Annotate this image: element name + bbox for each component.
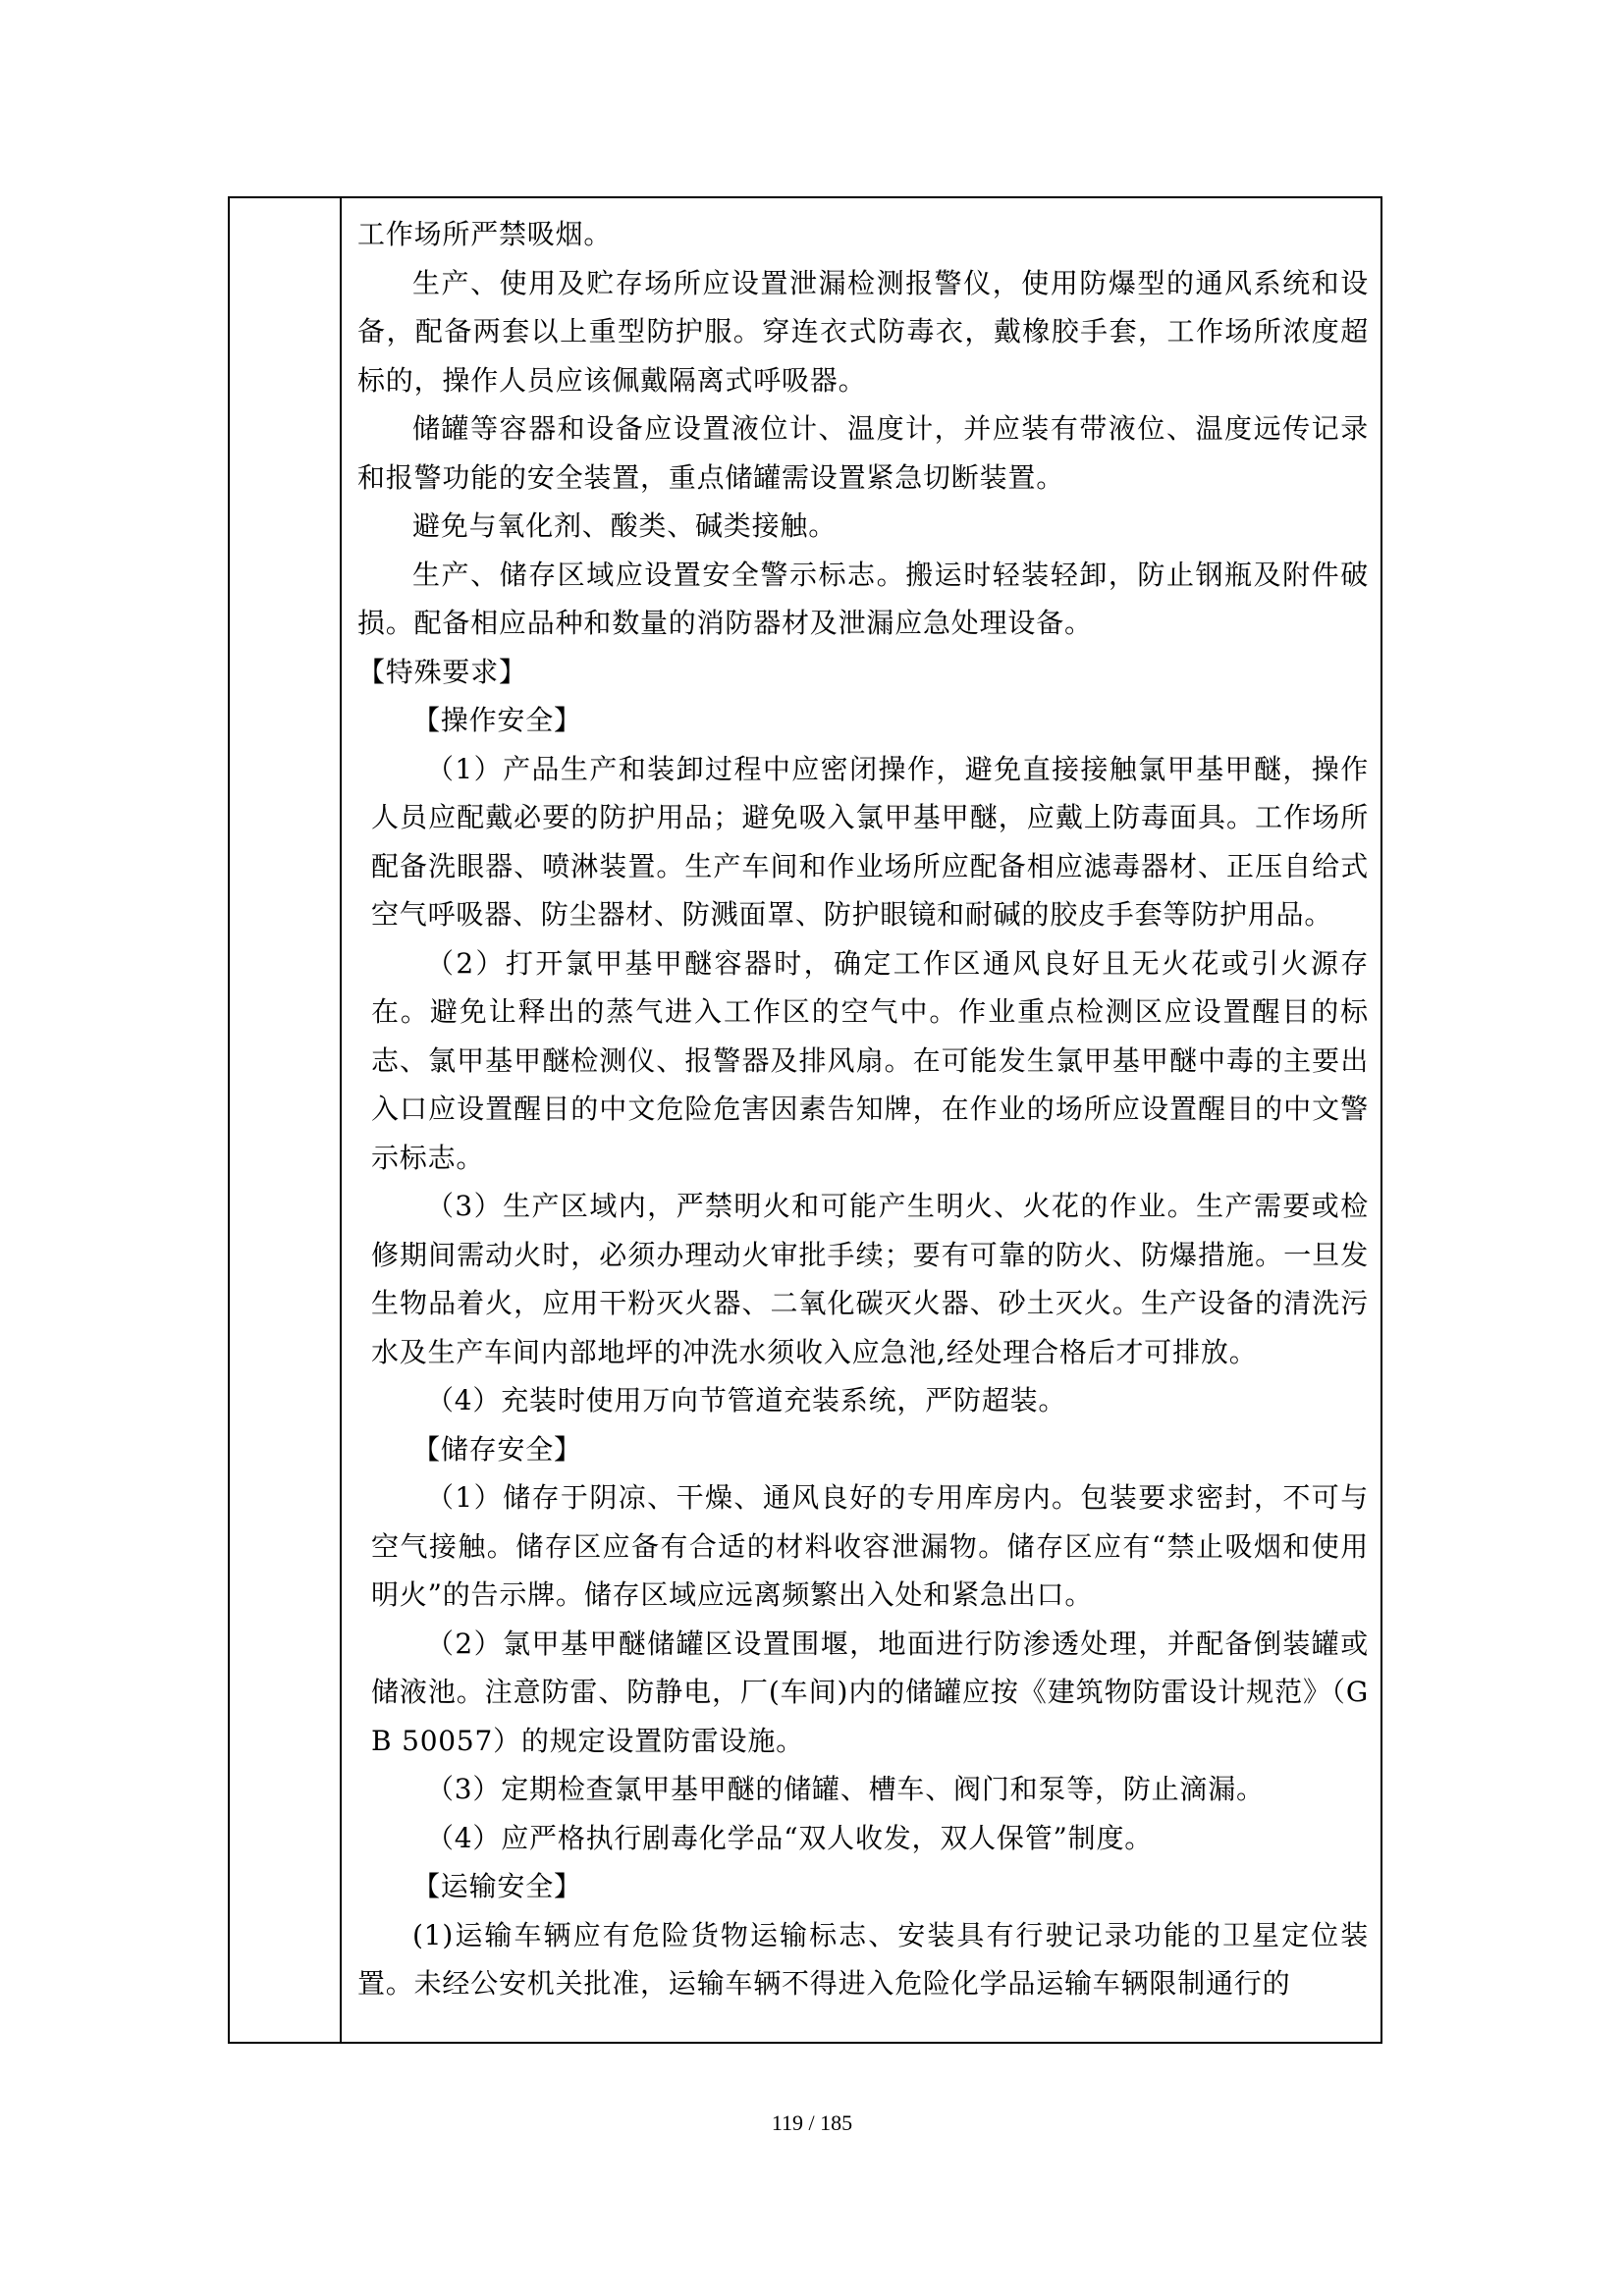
- paragraph-storage-1: （1）储存于阴凉、干燥、通风良好的专用库房内。包装要求密封，不可与空气接触。储存区应备有合适的材料收容泄漏物。储存区应有“禁止吸烟和使用明火”的告示牌。储存区域应远离频繁出入处和紧急出口。: [371, 1481, 1369, 1611]
- paragraph-storage-3: （3）定期检查氯甲基甲醚的储罐、槽车、阀门和泵等，防止滴漏。: [426, 1773, 1265, 1805]
- table-content-cell: [344, 198, 1380, 2042]
- heading-storage-safety: 【储存安全】: [412, 1432, 582, 1466]
- content-table: [228, 196, 1382, 2044]
- heading-special-requirements: 【特殊要求】: [357, 655, 527, 688]
- paragraph-no-smoking: 工作场所严禁吸烟。: [357, 218, 613, 250]
- heading-operation-safety: 【操作安全】: [412, 704, 582, 736]
- paragraph-operation-3: （3）生产区域内，严禁明火和可能产生明火、火花的作业。生产需要或检修期间需动火时，必须办理动火审批手续；要有可靠的防火、防爆措施。一旦发生物品着火，应用干粉灭火器、二氧化碳灭火器、砂土灭火。生产设备的清洗污水及生产车间内部地坪的冲洗水须收入应急池,经处理合格后才可排放。: [371, 1190, 1369, 1368]
- paragraph-transport-1: (1)运输车辆应有危险货物运输标志、安装具有行驶记录功能的卫星定位装置。未经公安机关批准，运输车辆不得进入危险化学品运输车辆限制通行的: [357, 1918, 1369, 2000]
- paragraph-operation-1: （1）产品生产和装卸过程中应密闭操作，避免直接接触氯甲基甲醚，操作人员应配戴必要的防护用品；避免吸入氯甲基甲醚，应戴上防毒面具。工作场所配备洗眼器、喷淋装置。生产车间和作业场所应配备相应滤毒器材、正压自给式空气呼吸器、防尘器材、防溅面罩、防护眼镜和耐碱的胶皮手套等防护用品。: [371, 752, 1369, 931]
- paragraph-tank-instruments: 储罐等容器和设备应设置液位计、温度计，并应装有带液位、温度远传记录和报警功能的安全装置，重点储罐需设置紧急切断装置。: [357, 412, 1369, 494]
- table-left-column: [230, 198, 342, 2042]
- paragraph-operation-4: （4）充装时使用万向节管道充装系统，严防超装。: [426, 1384, 1067, 1416]
- heading-transport-safety: 【运输安全】: [412, 1870, 582, 1902]
- paragraph-operation-2: （2）打开氯甲基甲醚容器时，确定工作区通风良好且无火花或引火源存在。避免让释出的蒸气进入工作区的空气中。作业重点检测区应设置醒目的标志、氯甲基甲醚检测仪、报警器及排风扇。在可能发生氯甲基甲醚中毒的主要出入口应设置醒目的中文危险危害因素告知牌，在作业的场所应设置醒目的中文警示标志。: [371, 946, 1369, 1174]
- paragraph-storage-2: （2）氯甲基甲醚储罐区设置围堰，地面进行防渗透处理，并配备倒装罐或储液池。注意防雷、防静电，厂(车间)内的储罐应按《建筑物防雷设计规范》（GB 50057）的规定设置防雷设施。: [371, 1627, 1369, 1757]
- paragraph-storage-4: （4）应严格执行剧毒化学品“双人收发，双人保管”制度。: [426, 1821, 1154, 1854]
- page-number: 119 / 185: [771, 2110, 853, 2135]
- paragraph-avoid-contact: 避免与氧化剂、酸类、碱类接触。: [412, 509, 838, 542]
- paragraph-leak-detection: 生产、使用及贮存场所应设置泄漏检测报警仪，使用防爆型的通风系统和设备，配备两套以上重型防护服。穿连衣式防毒衣，戴橡胶手套，工作场所浓度超标的，操作人员应该佩戴隔离式呼吸器。: [357, 266, 1369, 397]
- paragraph-warning-signs: 生产、储存区域应设置安全警示标志。搬运时轻装轻卸，防止钢瓶及附件破损。配备相应品种和数量的消防器材及泄漏应急处理设备。: [357, 558, 1369, 639]
